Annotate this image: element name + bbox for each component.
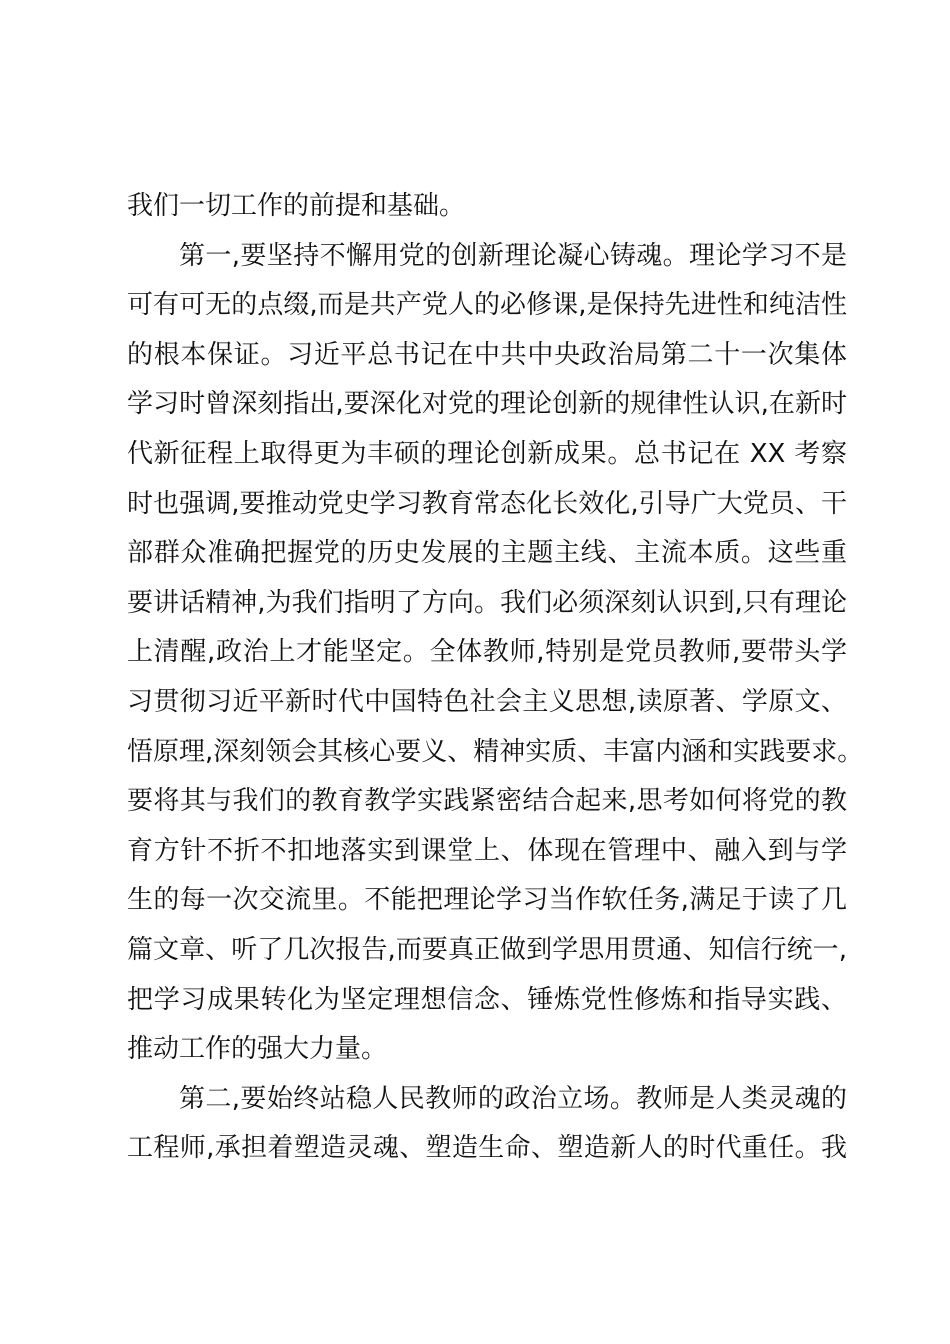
text-line: 篇文章、听了几次报告,而要真正做到学思用贯通、知信行统一, [127, 934, 847, 965]
text-line: 第二,要始终站稳人民教师的政治立场。教师是人类灵魂的 [179, 1083, 847, 1114]
text-line: 把学习成果转化为坚定理想信念、锤炼党性修炼和指导实践、 [127, 984, 847, 1015]
text-line: 习贯彻习近平新时代中国特色社会主义思想,读原著、学原文、 [127, 686, 847, 717]
text-line: 部群众准确把握党的历史发展的主题主线、主流本质。这些重 [127, 538, 847, 569]
paragraph-continuation [127, 182, 847, 232]
paragraph-first-point [127, 232, 864, 1075]
body-text [127, 182, 864, 1174]
text-line: 的根本保证。习近平总书记在中共中央政治局第二十一次集体 [127, 339, 847, 370]
text-line: 工程师,承担着塑造灵魂、塑造生命、塑造新人的时代重任。我 [127, 1133, 847, 1164]
text-line: 学习时曾深刻指出,要深化对党的理论创新的规律性认识,在新时 [127, 389, 847, 420]
text-line: 上清醒,政治上才能坚定。全体教师,特别是党员教师,要带头学 [127, 637, 847, 668]
text-line: 我们一切工作的前提和基础。 [127, 191, 466, 221]
text-line: 要讲话精神,为我们指明了方向。我们必须深刻认识到,只有理论 [127, 587, 847, 618]
text-line: 可有可无的点缀,而是共产党人的必修课,是保持先进性和纯洁性 [127, 290, 847, 321]
text-line: 育方针不折不扣地落实到课堂上、体现在管理中、融入到与学 [127, 835, 847, 866]
text-line: 代新征程上取得更为丰硕的理论创新成果。总书记在 XX 考察 [127, 438, 847, 469]
text-line: 生的每一次交流里。不能把理论学习当作软任务,满足于读了几 [127, 885, 847, 916]
text-line: 推动工作的强大力量。 [127, 1034, 388, 1065]
text-line: 第一,要坚持不懈用党的创新理论凝心铸魂。理论学习不是 [179, 240, 847, 271]
text-line: 悟原理,深刻领会其核心要义、精神实质、丰富内涵和实践要求。 [127, 736, 864, 767]
text-line: 要将其与我们的教育教学实践紧密结合起来,思考如何将党的教 [127, 786, 847, 817]
text-line: 时也强调,要推动党史学习教育常态化长效化,引导广大党员、干 [127, 488, 847, 519]
paragraph-second-point [127, 1075, 847, 1174]
